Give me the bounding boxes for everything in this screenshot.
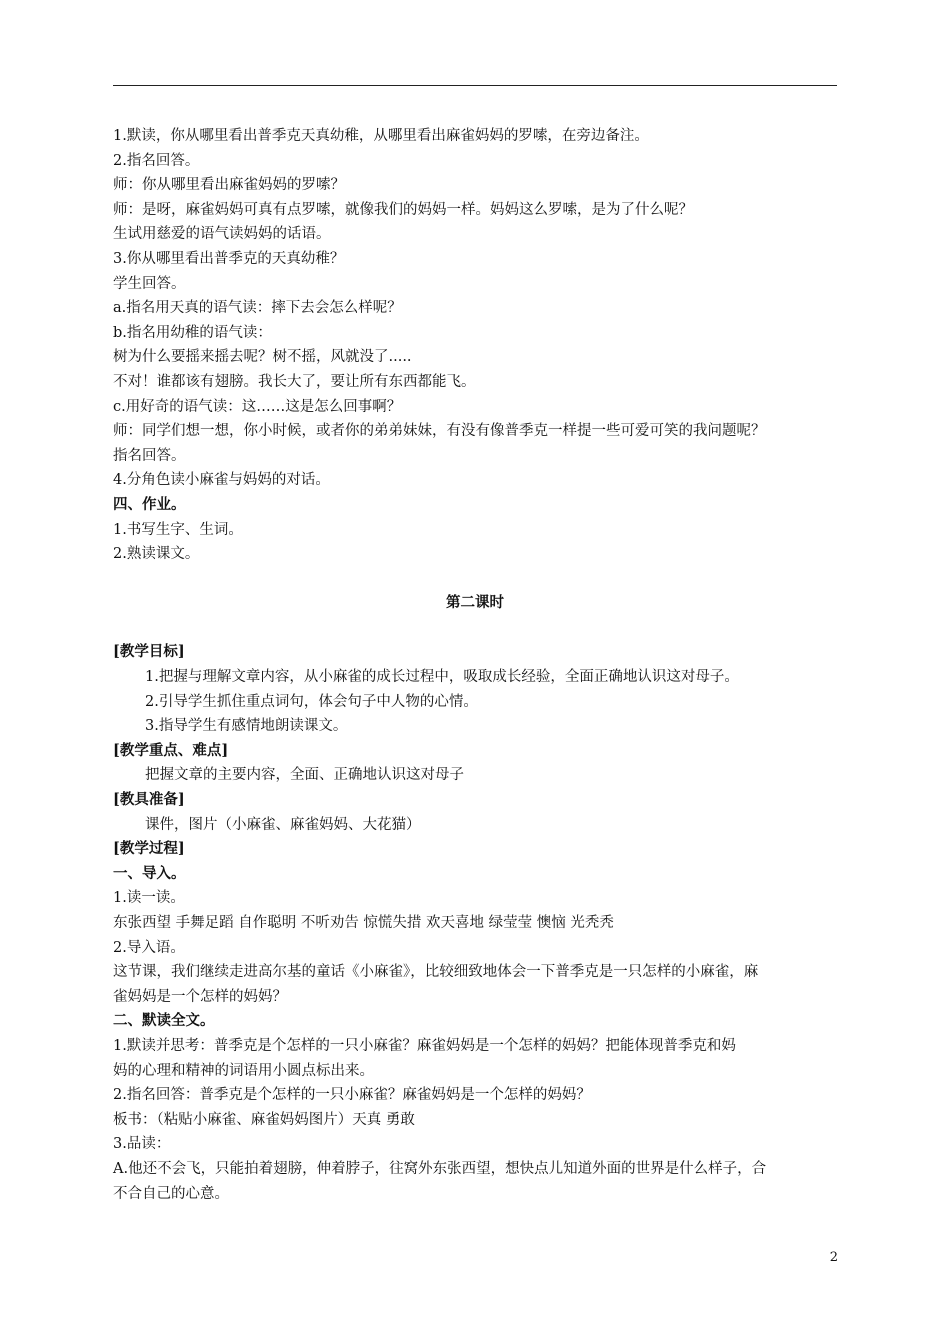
focus-text: 把握文章的主要内容，全面、正确地认识这对母子	[145, 767, 464, 784]
page-number: 2	[829, 1250, 838, 1265]
text-line: 学生回答。	[113, 275, 186, 292]
text-line: 树为什么要摇来摇去呢？树不摇，风就没了.....	[113, 349, 412, 366]
text-line: 这节课，我们继续走进高尔基的童话《小麻雀》，比较细致地体会一下普季克是一只怎样的小麻雀，麻	[113, 964, 759, 981]
tools-text: 课件，图片（小麻雀、麻雀妈妈、大花猫）	[145, 816, 421, 833]
text-line: 1.读一读。	[113, 890, 185, 907]
goals-heading: [教学目标]	[113, 643, 185, 661]
text-line: 不合自己的心意。	[113, 1185, 229, 1202]
goal-item: 3.指导学生有感情地朗读课文。	[145, 718, 348, 735]
text-line: 雀妈妈是一个怎样的妈妈？	[113, 988, 287, 1005]
text-line: 师：你从哪里看出麻雀妈妈的罗嗦？	[113, 177, 345, 194]
header-rule	[113, 85, 837, 86]
document-body	[113, 124, 853, 1206]
text-line: 生试用慈爱的语气读妈妈的话语。	[113, 226, 331, 243]
homework-heading: 四、作业。	[113, 495, 186, 513]
text-line: 1.默读并思考：普季克是个怎样的一只小麻雀？麻雀妈妈是一个怎样的妈妈？把能体现普季克和妈	[113, 1037, 736, 1054]
text-line: 不对！谁都该有翅膀。我长大了，要让所有东西都能飞。	[113, 373, 476, 390]
text-line: 1.默读，你从哪里看出普季克天真幼稚，从哪里看出麻雀妈妈的罗嗦，在旁边备注。	[113, 128, 649, 144]
text-line: 指名回答。	[113, 447, 186, 464]
text-line: 2.指名回答：普季克是个怎样的一只小麻雀？麻雀妈妈是一个怎样的妈妈？	[113, 1087, 591, 1104]
text-line: 3.你从哪里看出普季克的天真幼稚？	[113, 250, 345, 267]
text-line: 师：是呀，麻雀妈妈可真有点罗嗦，就像我们的妈妈一样。妈妈这么罗嗦，是为了什么呢？	[113, 201, 693, 218]
text-line: a.指名用天真的语气读：摔下去会怎么样呢？	[113, 300, 402, 317]
text-line: b.指名用幼稚的语气读：	[113, 324, 272, 341]
read-heading: 二、默读全文。	[113, 1012, 215, 1030]
text-line: 妈的心理和精神的词语用小圆点标出来。	[113, 1062, 374, 1079]
process-heading: [教学过程]	[113, 840, 185, 858]
text-line: 板书：（粘贴小麻雀、麻雀妈妈图片）天真 勇敢	[113, 1111, 415, 1128]
lesson-title: 第二课时	[446, 594, 504, 612]
text-line: 2.导入语。	[113, 939, 185, 956]
text-line: A.他还不会飞，只能拍着翅膀，伸着脖子，往窝外东张西望，想快点儿知道外面的世界是什么样子，合	[113, 1160, 767, 1177]
goal-item: 2.引导学生抓住重点词句，体会句子中人物的心情。	[145, 693, 478, 710]
homework-item: 1.书写生字、生词。	[113, 521, 243, 538]
text-line: 4.分角色读小麻雀与妈妈的对话。	[113, 472, 330, 489]
tools-heading: [教具准备]	[113, 791, 185, 809]
goal-item: 1.把握与理解文章内容，从小麻雀的成长过程中，吸取成长经验，全面正确地认识这对母子。	[145, 669, 739, 686]
text-line: 师：同学们想一想，你小时候，或者你的弟弟妹妹，有没有像普季克一样提一些可爱可笑的我问题呢？	[113, 423, 766, 440]
focus-heading: [教学重点、难点]	[113, 741, 229, 759]
homework-item: 2.熟读课文。	[113, 546, 200, 563]
section1-lines	[113, 124, 853, 493]
intro-heading: 一、导入。	[113, 864, 186, 882]
text-line: 2.指名回答。	[113, 152, 200, 169]
text-line: c.用好奇的语气读：这……这是怎么回事啊？	[113, 398, 402, 415]
text-line: 东张西望 手舞足蹈 自作聪明 不听劝告 惊慌失措 欢天喜地 绿莹莹 懊恼 光秃秃	[113, 915, 614, 931]
text-line: 3.品读：	[113, 1136, 171, 1153]
